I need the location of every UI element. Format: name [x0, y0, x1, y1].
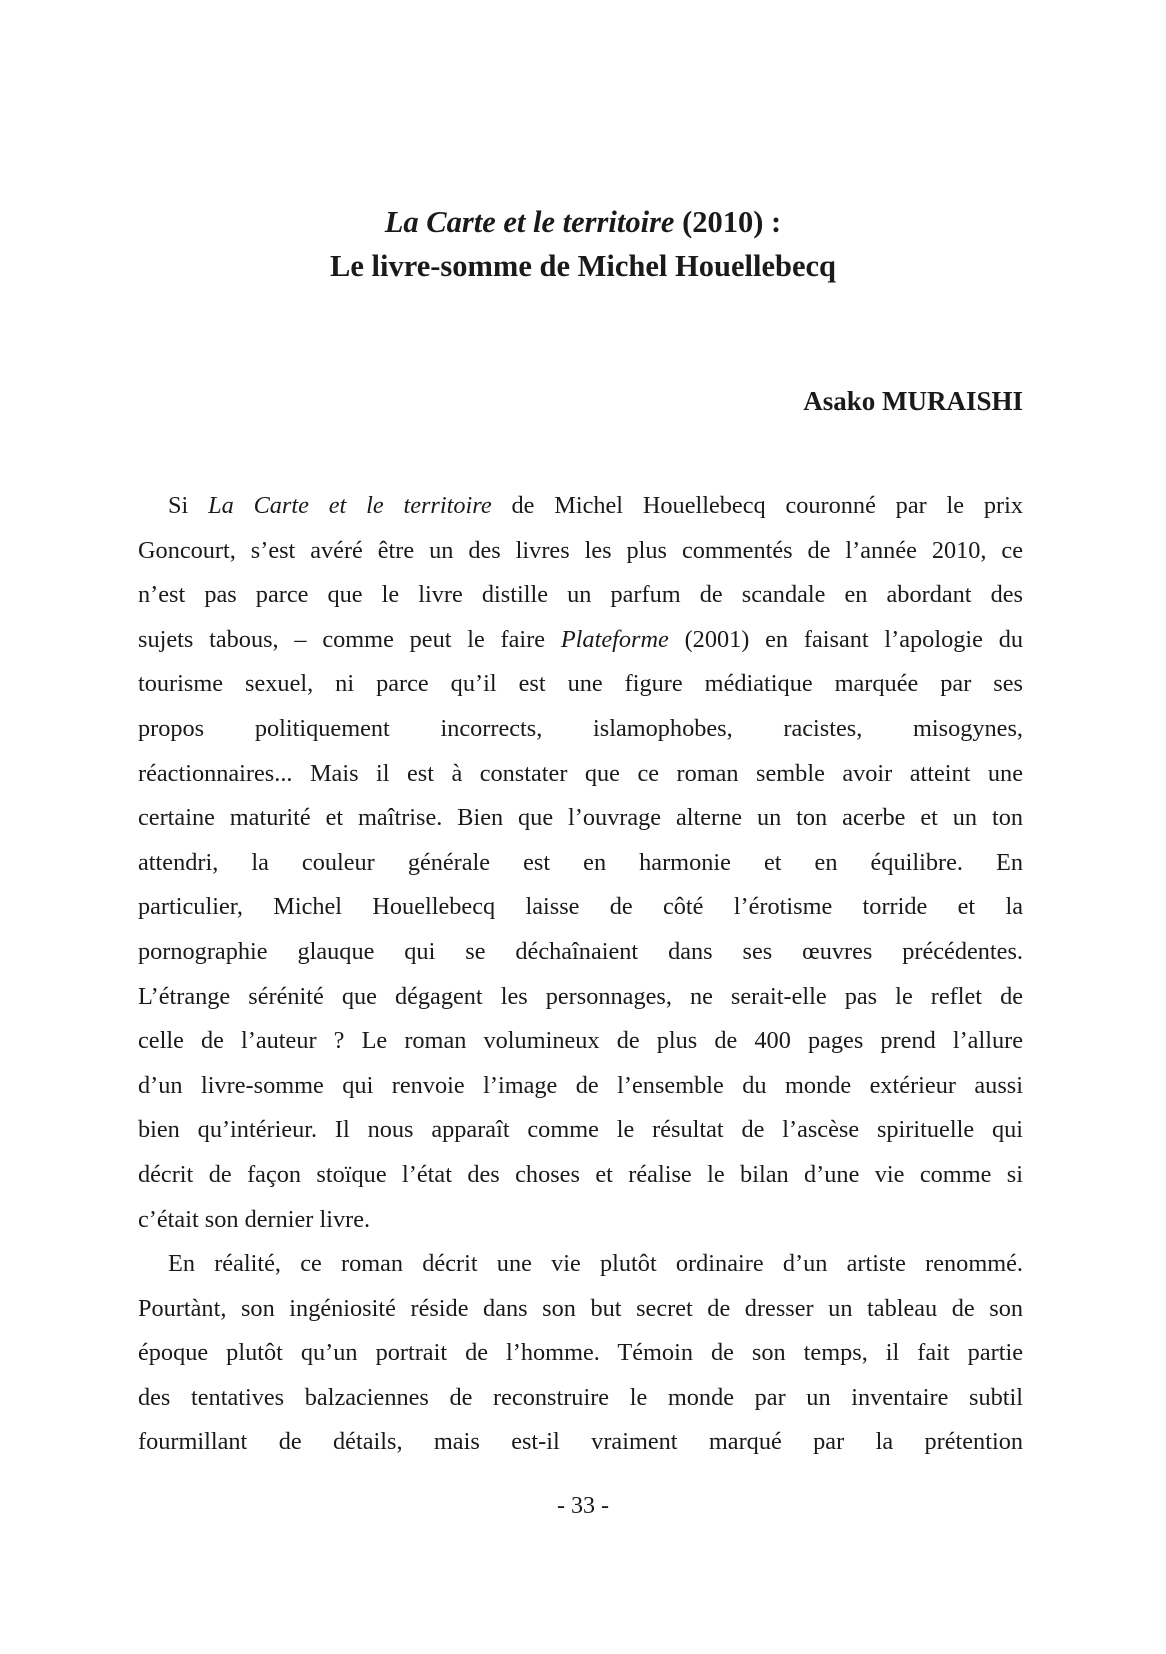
text-run: sujets tabous, – comme peut le faire: [138, 625, 561, 653]
article-title: [0, 200, 1166, 288]
text-line: En réalité, ce roman décrit une vie plutôt ordinaire d’un artiste renommé.: [168, 1250, 1023, 1278]
text-line: celle de l’auteur ? Le roman volumineux de plus de 400 pages prend l’allure: [138, 1027, 1023, 1055]
text-line: tourisme sexuel, ni parce qu’il est une figure médiatique marquée par ses: [138, 670, 1023, 698]
italic-work-title: La Carte et le territoire: [208, 492, 492, 519]
article-body: [138, 484, 1023, 1465]
title-work-name: La Carte et le territoire: [384, 205, 675, 239]
title-year: (2010) :: [674, 205, 782, 239]
text-line: pornographie glauque qui se déchaînaient dans ses œuvres précédentes.: [138, 937, 1023, 965]
text-line: [138, 484, 1023, 529]
text-line: L’étrange sérénité que dégagent les personnages, ne serait-elle pas le reflet de: [138, 982, 1023, 1010]
text-run: Si: [168, 492, 209, 519]
text-line: certaine maturité et maîtrise. Bien que l’ouvrage alterne un ton acerbe et un ton: [138, 804, 1023, 832]
text-line: époque plutôt qu’un portrait de l’homme. Témoin de son temps, il fait partie: [138, 1339, 1023, 1367]
text-line: propos politiquement incorrects, islamophobes, racistes, misogynes,: [138, 714, 1023, 742]
italic-work-title: Plateforme: [560, 625, 669, 653]
text-line: n’est pas parce que le livre distille un parfum de scandale en abordant des: [138, 581, 1023, 609]
text-run: de Michel Houellebecq couronné par le prix: [491, 492, 1024, 519]
text-run: (2001) en faisant l’apologie du: [668, 625, 1023, 653]
page-number: - 33 -: [557, 1493, 609, 1519]
paragraph-2: [138, 1242, 1023, 1465]
text-line: d’un livre-somme qui renvoie l’image de l’ensemble du monde extérieur aussi: [138, 1071, 1023, 1099]
author-name: Asako MURAISHI: [803, 386, 1023, 416]
text-line: réactionnaires... Mais il est à constater que ce roman semble avoir atteint une: [138, 759, 1023, 787]
text-line: Goncourt, s’est avéré être un des livres les plus commentés de l’année 2010, ce: [138, 536, 1023, 564]
text-line: [138, 618, 1023, 663]
text-line: des tentatives balzaciennes de reconstruire le monde par un inventaire subtil: [138, 1383, 1023, 1411]
paragraph-1: [138, 484, 1023, 1242]
text-line: particulier, Michel Houellebecq laisse de côté l’érotisme torride et la: [138, 893, 1023, 921]
text-line: c’était son dernier livre.: [138, 1205, 371, 1233]
text-line: fourmillant de détails, mais est-il vraiment marqué par la prétention: [138, 1428, 1023, 1456]
title-line-2: Le livre-somme de Michel Houellebecq: [330, 249, 836, 283]
text-line: attendri, la couleur générale est en harmonie et en équilibre. En: [138, 848, 1023, 876]
text-line: Pourtànt, son ingéniosité réside dans son but secret de dresser un tableau de son: [138, 1294, 1023, 1322]
text-line: bien qu’intérieur. Il nous apparaît comme le résultat de l’ascèse spirituelle qui: [138, 1116, 1023, 1144]
title-line-1: [0, 200, 1166, 244]
text-line: décrit de façon stoïque l’état des choses et réalise le bilan d’une vie comme si: [138, 1160, 1023, 1188]
